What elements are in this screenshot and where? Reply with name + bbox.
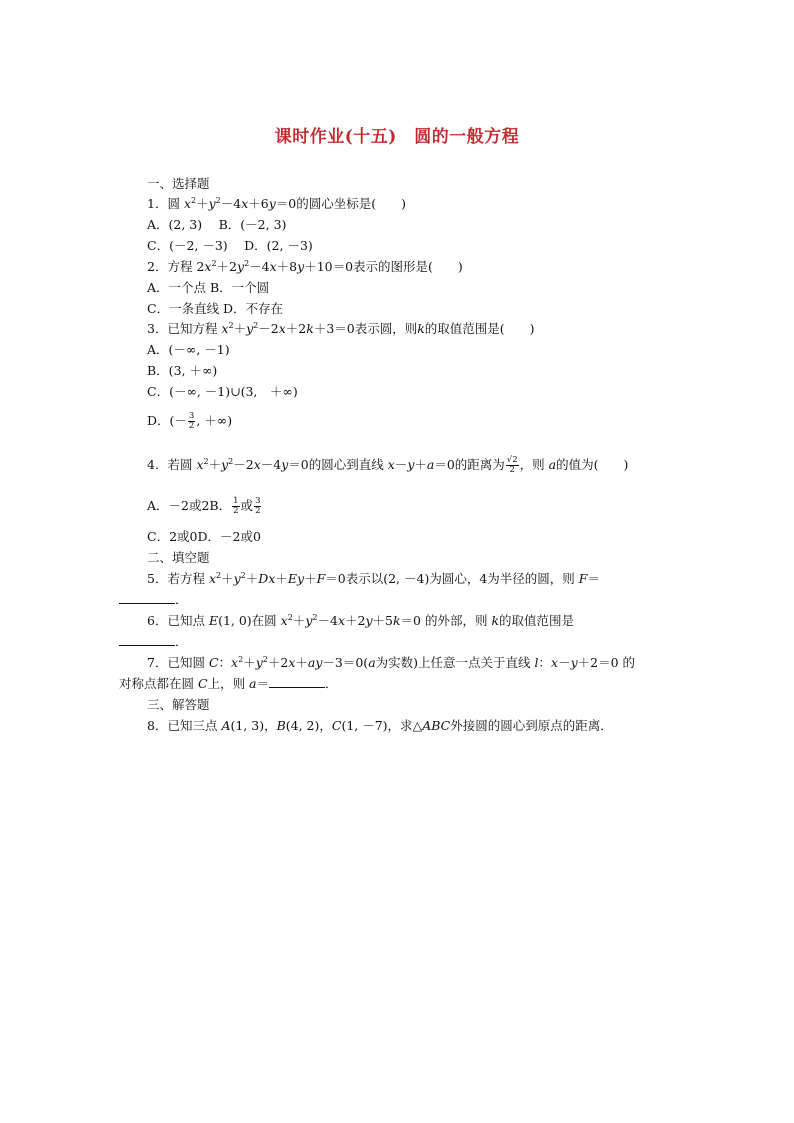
q2-options-cd: C．一条直线 D．不存在 bbox=[147, 301, 284, 316]
section-heading-fill: 二、填空题 bbox=[147, 550, 210, 565]
answer-blank[interactable] bbox=[119, 592, 175, 604]
fraction: $\frac{1}{2}$ bbox=[233, 496, 239, 516]
q2-options-ab: A．一个点 B．一个圆 bbox=[147, 280, 270, 295]
question-5: 5．若方程 $x^2+y^2+Dx+Ey+F=0$表示以(2, －4)为圆心，4为半径的圆，则 F＝ bbox=[147, 570, 600, 586]
question-3: 3．已知方程 $x^2+y^2-2x+2k+3=0$表示圆，则k的取值范围是( ) bbox=[147, 320, 535, 336]
q3-option-a: A．(－∞, －1) bbox=[147, 342, 230, 357]
q3-option-b: B．(3, ＋∞) bbox=[147, 363, 218, 378]
question-7: 7．已知圆 C：$x^2+y^2+2x+ay-3=0(a$为实数)上任意一点关于直线 l：x－y＋2＝0 的 bbox=[147, 654, 636, 670]
answer-blank[interactable] bbox=[119, 634, 175, 646]
question-6: 6．已知点 E(1, 0)在圆 $x^2+y^2-4x+2y+5k=0$ 的外部，则 k的取值范围是 bbox=[147, 612, 575, 628]
answer-blank[interactable] bbox=[269, 676, 325, 688]
q3-option-c: C．(－∞, －1)∪(3, ＋∞) bbox=[147, 384, 298, 399]
question-1: 1．圆 $x^2+y^2-4x+6y=0$的圆心坐标是( ) bbox=[147, 195, 407, 211]
fraction: $\frac{3}{2}$ bbox=[188, 411, 195, 431]
q4-options-ab: A．－2或2B． $\frac{1}{2}$ 或 $\frac{3}{2}$ bbox=[147, 496, 261, 516]
question-4: 4．若圆 $x^2+y^2-2x-4y=0$的圆心到直线 x－y＋a＝0的距离为 $\frac{√2}{2}$ ，则 a的值为( ) bbox=[147, 455, 629, 475]
q6-answer-line: ． bbox=[119, 634, 188, 650]
q7-line-2: 对称点都在圆 C上，则 a＝ ． bbox=[119, 676, 338, 691]
q4-options-cd: C．2或0D．－2或0 bbox=[147, 529, 261, 544]
q3-option-d: D．(－ $\frac{3}{2}$ , ＋∞) bbox=[147, 411, 233, 431]
question-2: 2．方程 $2x^2+2y^2-4x+8y+10=0$表示的图形是( ) bbox=[147, 258, 463, 274]
q5-answer-line: ． bbox=[119, 592, 188, 608]
fraction: $\frac{√2}{2}$ bbox=[506, 455, 518, 475]
section-heading-choice: 一、选择题 bbox=[147, 176, 210, 191]
question-8: 8．已知三点 A(1, 3)，B(4, 2)，C(1, －7)，求△ABC外接圆的圆心到原点的距离． bbox=[147, 718, 613, 733]
q1-options-ab: A．(2, 3) B．(－2, 3) bbox=[147, 217, 287, 232]
section-heading-solve: 三、解答题 bbox=[147, 697, 210, 712]
page-title: 课时作业(十五) 圆的一般方程 bbox=[274, 127, 520, 147]
fraction: $\frac{3}{2}$ bbox=[255, 496, 261, 516]
q1-options-cd: C．(－2, －3) D．(2, －3) bbox=[147, 238, 313, 253]
